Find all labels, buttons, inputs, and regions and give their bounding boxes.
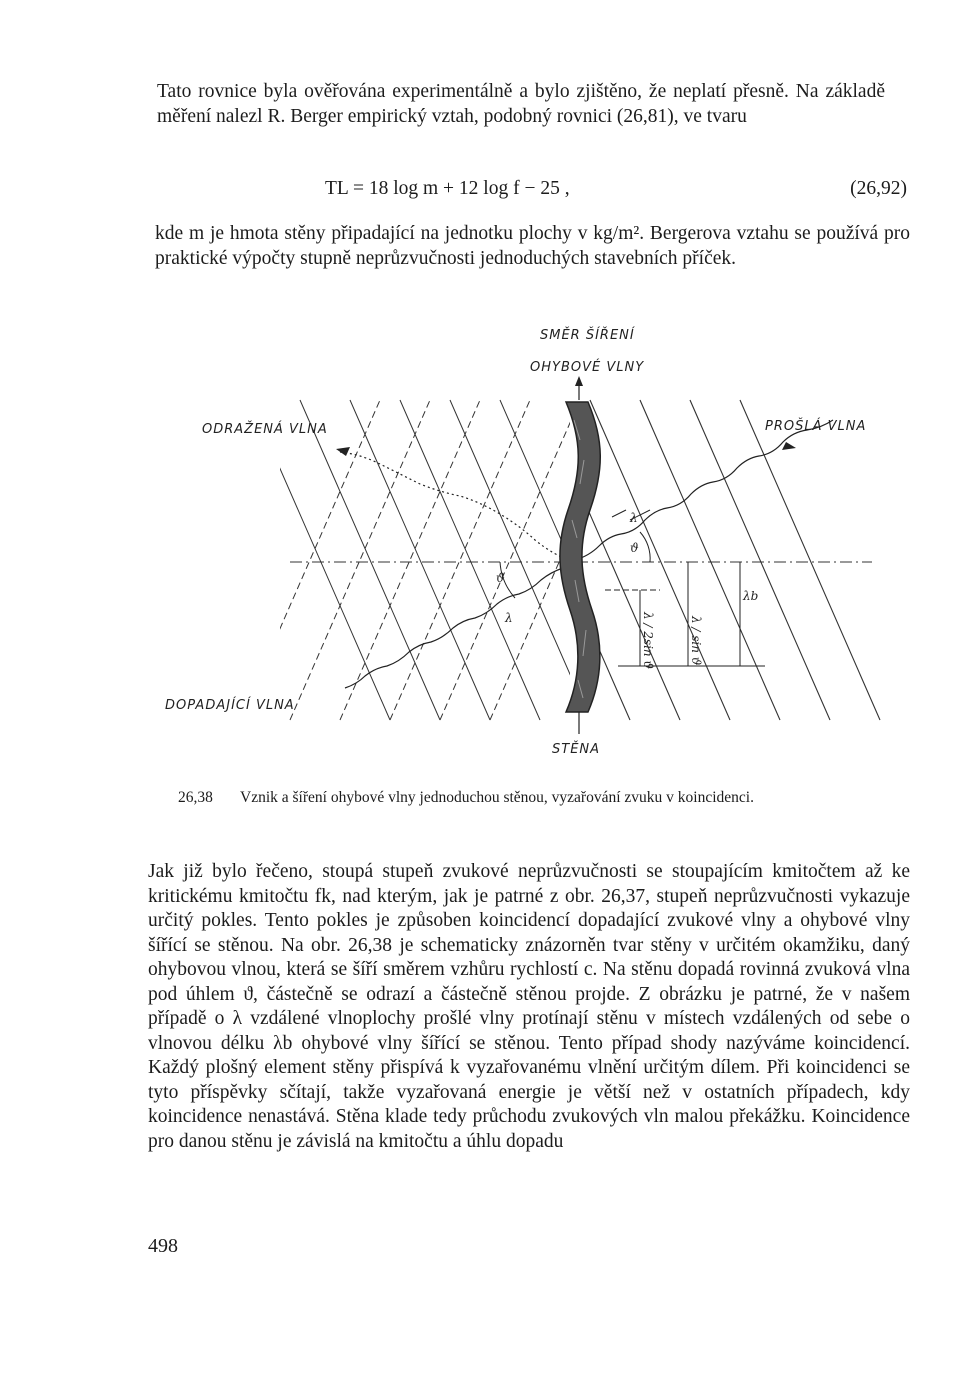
reflected-arrowhead	[336, 447, 350, 456]
transmitted-ray	[575, 420, 833, 560]
reflected-ray	[340, 452, 570, 560]
caption-number: 26,38	[178, 789, 213, 806]
symbol-lambda-b: λb	[743, 589, 759, 603]
label-direction-line1: SMĚR ŠÍŘENÍ	[540, 328, 635, 343]
dimension-lines	[605, 510, 765, 666]
transmitted-arrowhead	[782, 442, 796, 450]
label-transmitted-wave: PROŠLÁ VLNA	[765, 419, 867, 434]
paragraph-after-equation: kde m je hmota stěny připadající na jednotku plochy v kg/m². Bergerova vztahu se používá pro praktické výpočty stupně neprůzvučnosti jednoduchých stavebních příček.	[155, 223, 910, 269]
page-number: 498	[148, 1235, 178, 1257]
symbol-theta-incident: ϑ	[496, 571, 505, 585]
equation-number: (26,92)	[850, 178, 907, 199]
transmitted-wavefronts	[490, 400, 880, 720]
symbol-theta-transmitted: ϑ	[630, 541, 639, 555]
label-reflected-wave: ODRAŽENÁ VLNA	[202, 422, 328, 437]
figure-caption	[178, 789, 908, 807]
theta-arc-right	[640, 532, 650, 562]
equation-formula: TL = 18 log m + 12 log f − 25 ,	[325, 178, 570, 199]
paragraph-main: Jak již bylo řečeno, stoupá stupeň zvukové neprůzvučnosti se stoupajícím kmitočtem až ke kritickému kmitočtu fk, nad kterým, jak je patrné z obr. 26,37, stupeň neprůzvučnosti vykazuje určitý pokles. Tento pokles je způsoben koincidencí dopadající zvukové vlny a ohybové vlny šířící se stěnou. Na obr. 26,38 je schematicky znázorněn tvar stěny v určitém okamžiku, daný ohybovou vlnou, která se šíří směrem vzhůru rychlostí c. Na stěnu dopadá rovinná zvuková vlna pod úhlem ϑ, částečně se odrazí a částečně stěnou projde. Z obrázku je patrné, že v našem případě o λ vzdálené vlnoplochy prošlé vlny protínají stěnu v místech vzdálených od sebe o vlnovou délku λb ohybové vlny šířící se stěnou. Tento případ shody nazýváme koincidencí. Každý plošný element stěny přispívá k vyzařovanému vlnění určitým dílem. Při koincidenci se tyto příspěvky sčítají, takže vyzařovaná energie je větší než v ostatních případech, kdy koincidence nenastává. Stěna klade tedy průchodu zvukových vln malou překážku. Koincidence pro danou stěnu je závislá na kmitočtu a úhlu dopadu	[148, 861, 910, 1152]
label-incident-wave: DOPADAJÍCÍ VLNA	[165, 698, 295, 713]
label-direction-line2: OHYBOVÉ VLNY	[530, 360, 645, 375]
direction-arrowhead	[575, 376, 583, 386]
symbol-lambda-incident: λ	[505, 611, 513, 625]
symbol-lambda-transmitted: λ	[630, 511, 638, 525]
label-wall: STĚNA	[552, 742, 601, 757]
caption-text: Vznik a šíření ohybové vlny jednoduchou stěnou, vyzařování zvuku v koincidenci.	[240, 789, 754, 806]
symbol-lambda-over-sin: λ / sin ϑ	[689, 616, 703, 666]
symbol-half-lambda-over-sin: λ / 2sin ϑ	[641, 612, 655, 670]
paragraph-intro: Tato rovnice byla ověřována experimentálně a bylo zjištěno, že neplatí přesně. Na základě měření nalezl R. Berger empirický vztah, podobný rovnici (26,81), ve tvaru	[157, 81, 885, 127]
